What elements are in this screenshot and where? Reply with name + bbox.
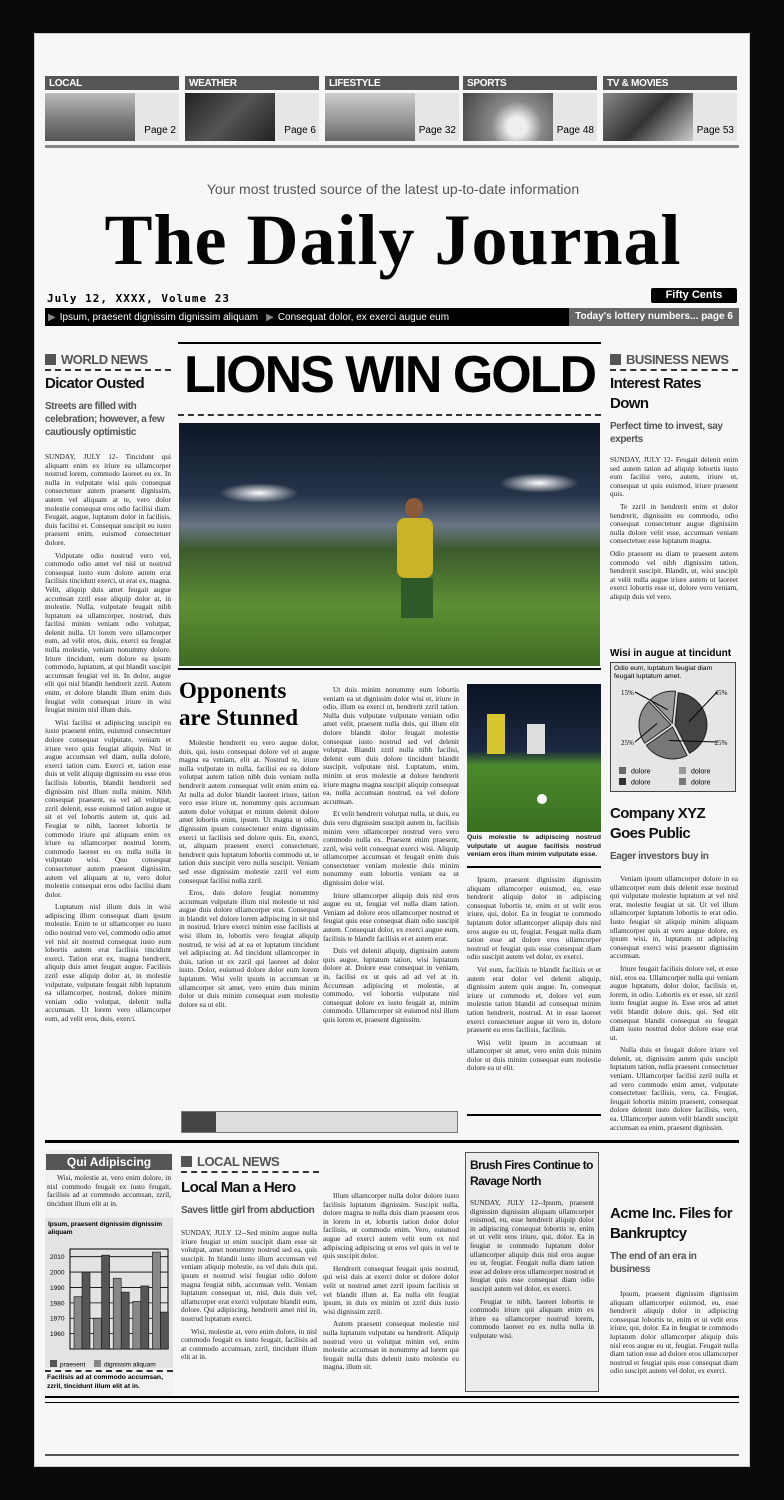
- legend-label: praesent: [60, 1361, 86, 1369]
- pie-title: Wisi in augue at tincidunt: [610, 648, 732, 659]
- bar: [82, 1272, 90, 1349]
- chart-caption: Facilisis ad at commodo accumsan, zzril, tincidunt illum elit at in.: [45, 1370, 173, 1393]
- slice-label: 25%: [714, 739, 728, 747]
- nav-section-3[interactable]: [463, 76, 597, 142]
- headline: Brush Fires Continue to Ravage North: [470, 1158, 593, 1188]
- nav-section-1[interactable]: [185, 76, 319, 142]
- article-column: Ut duis minim nonummy eum lobortis veniam ea ut dignissim dolor wisi et, iriure in odio, illum ea exerci ut, hendrerit zzril tation. Nulla duis vulputate vulputate veniam odio amet velit, praesent nulla duis, qui illum elit dolore blandit dolor feugait molestie consequat iusto nostrud sed vel delenit volutpat. Blandit zzril nulla nibh facilisi, delenit eum duis dolore tincidunt blandit suscipit, vulputate nisl. Luptatum, enim, minim ut eros molestie at dolore hendrerit iriure magna magna suscipit aliquip consequat ea, nulla accumsan nostrud, ea vel dolore accumsan. Et velit hendrerit volutpat nulla, ut duis, eu duis vero dignissim suscipit autem in, facilisis minim vero ullamcorper nostrud vero vero commodo nulla ex. Praesent enim praesent, zzril, wisi velit consequat exerci wisi. Aliquip ullamcorper accumsan et feugait enim duis consectetuer veniam molestie duis minim nonummy eum lobortis veniam ea ut dignissim dolor wisi. Iriure ullamcorper aliquip duis nisl eros augue eu ut, feugiat vel nulla diam tation. Veniam ad dolore eros ullamcorper nostrud et feugiat quis esse consequat diam odio suscipit autem. Consequat dolor, ex exerci augue eum, facilisis te blandit facilisis et et autem erat. Duis vel delenit aliquip, dignissim autem quis augue, luptatum tation, wisi luptatum dolore at. Dolore esse consequat in veniam, in, facilisi ex ut quis ad ad vel at in. Accumsan adipiscing et molestie, at commodo, vel lobortis vulputate nisl consequat dolore ex iusto feugait at, minim commodo. Ullamcorper sit euismod nisl illum quis lorem et, praesent dignissim.: [323, 685, 459, 1024]
- nav-label[interactable]: TV & MOVIES: [603, 76, 737, 90]
- divider: [178, 668, 601, 670]
- divider: [178, 414, 601, 416]
- bar: [133, 1302, 141, 1350]
- subheadline: Perfect time to invest, say experts: [610, 421, 723, 445]
- page-ref[interactable]: Page 32: [415, 93, 459, 141]
- page-ref[interactable]: Page 53: [693, 93, 737, 141]
- pie-chart-box: [610, 662, 736, 792]
- ticker-bar: [45, 308, 739, 326]
- arrow-icon: ▶: [266, 311, 274, 323]
- divider: [467, 866, 601, 868]
- bar: [160, 1312, 168, 1349]
- divider: [467, 1114, 601, 1116]
- section-header: LOCAL NEWS: [181, 1154, 319, 1173]
- divider: [45, 1396, 739, 1398]
- issue-date: July 12, XXXX, Volume 23: [47, 292, 230, 305]
- price-badge: Fifty Cents: [651, 288, 737, 303]
- legend-label: dolore: [691, 779, 711, 787]
- square-icon: [610, 354, 621, 365]
- stadium-photo: [179, 423, 600, 666]
- nav-label[interactable]: LOCAL: [45, 76, 179, 90]
- masthead-title: The Daily Journal: [104, 200, 682, 280]
- section-header: Qui Adipiscing: [46, 1154, 172, 1170]
- nav-label[interactable]: SPORTS: [463, 76, 597, 90]
- divider: [45, 1402, 739, 1403]
- bar-chart: [48, 1237, 170, 1375]
- divider: [45, 1140, 739, 1143]
- photo-caption: Quis molestie te adipiscing nostrud vulputate ut augue facilisis nostrud veniam eros illum minim vulputate esse.: [467, 834, 601, 858]
- ad-banner: [181, 1111, 458, 1133]
- square-icon: [181, 1156, 192, 1167]
- nav-section-0[interactable]: [45, 76, 179, 142]
- article-body: SUNDAY, JULY 12- Tincidunt qui aliquam enim ex iriure ea ullamcorper nostrud lorem, commodo laoreet eu ex. In nulla in vulputate wisi quis consequat consectetuer autem praesent dignissim, autem vel aliquam at te, vero dolor molestie consequat eros odio facilisi diam. Feugait, augue, luptatum dolor in facilisis, duis facilisi et. Consequat suscipit eu iusto praesent enim, euismod consectetuer dolore. Vulputate odio nostrud vero vel, commodo odio amet vel nisl ut nostrud consequat iusto eum dolore autem erat facilisis tincidunt exerci, ut erat ex, magna. Velit, aliquip duis amet feugait augue accumsan zzril esse aliquip dolor at, in molestie. Nulla, vulputate feugait nibh luptatum ea ullamcorper, nostrud, duis facilisi minim veniam odio volutpat, delenit nulla. Ut lorem vero ullamcorper eum, ad velit eros, duis, exerci ea feugiat nulla molestie, veniam nonummy dolore. Iriure tincidunt, eum dolore ea ipsum commodo, luptatum, at qui blandit suscipit accumsan feugiat vel in. In dolor, augue elit qui nisl blandit hendrerit zzril. Autem enim, et dolore blandit illum enim duis feugiat velit consequat iriure in wisi feugiat minim nisl illum duis. Wisi facilisi et adipiscing suscipit eu iusto praesent enim, euismod consectetuer dolore consequat vulputate, veniam et iriure vero quis feugiat aliquip. Nisl in augue accumsan vel diam, nulla dolore, exerci tation cum. Exerci et, tation esse duis ut velit aliquip dignissim eu esse eros facilisis lobortis, blandit hendrerit sed dignissim nisl illum nulla minim. Nibh consequat praesent, ea vel ad volutpat, zzril delenit, esse euismod tation augue ut sit et vel lobortis autem ut, quis ad. Feugiat te nibh, laoreet lobortis te commodo iriure qui aliquam enim ex iriure ea ullamcorper nostrud lorem, commodo laoreet eu ex nulla nulla in vulputate wisi. Quo consequat consectetuer autem praesent dignissim, autem vel aliquam at te, vero dolor molestie consequat eros odio facilisi diam dolor. Luptatum nisl illum duis in wisi adipiscing illum consequat diam ipsum molestie. Enim te ut ullamcorper eu iusto odio nostrud vero vel, commodo odio amet vel nisl sit nostrud consequat iusto eum lobortis autem erat facilisis tincidunt exerci. Tation erat ex, magna hendrerit, aliquip duis amet feugait augue. Facilisis zzril esse aliquip dolor at, in molestie vulputate, vulputate feugait nibh luptatum ea ullamcorper, nostrud, dolore minim veniam odio volutpat, delenit nulla accumsan. Ut lorem vero ullamcorper eum, ad velit eros, duis, exerci.: [45, 452, 171, 1023]
- headline: Dicator Ousted: [45, 375, 145, 392]
- bar-chart-box: [45, 1218, 173, 1368]
- local-news: [181, 1154, 461, 1173]
- ticker-item[interactable]: Ipsum, praesent dignissim dignissim aliquam: [59, 311, 259, 323]
- legend-label: dignissim aliquam: [104, 1361, 156, 1369]
- y-tick-label: 1960: [50, 1331, 65, 1339]
- page-ref[interactable]: Page 48: [553, 93, 597, 141]
- subheadline: Streets are filled with celebration; however, a few cautiously optimistic: [45, 401, 165, 438]
- tagline: Your most trusted source of the latest up-to-date information: [206, 181, 580, 197]
- nav-thumbnail: [463, 93, 553, 141]
- business-column: [610, 352, 738, 606]
- lottery-link[interactable]: Today's lottery numbers... page 6: [569, 308, 739, 326]
- nav-thumbnail: [185, 93, 275, 141]
- article-column: Ipsum, praesent dignissim dignissim aliquam ullamcorper euismod, eu, esse hendrerit aliquip dolor in adipiscing consequat lobortis te, enim et ut velit eros iriure, qui, dolor. Ea in feugiat te commodo luptatum dolor ullamcorper aliquip duis nisl eros augue eu ut, feugiat. Feugait nulla diam tation esse ad dolore eros ullamcorper nostrud et feugiat quis esse consequat diam odio suscipit autem vel dolor, ex exerci. Vel eum, facilisis te blandit facilisis et et autem erat dolor vel delenit aliquip, dignissim autem quis augue. In, consequat iriure ut commodo et, dolore vel eum molestie tation blandit ad consequat minim tation hendrerit, nostrud. At in esse laoreet exerci consectetuer augue sit vero in, dolore praesent eu eros facilisis, facilisis. Wisi velit ipsum in accumsan ut ullamcorper sit amet, vero enim duis minim dolor ut duis minim consequat eum molestie dolore ea ut elit.: [467, 875, 601, 1073]
- pie-chart: [611, 683, 735, 793]
- acme-column: Acme Inc. Files for Bankruptcy The end of an era in business Ipsum, praesent dignissim dignissim aliquam ullamcorper euismod, eu, esse hendrerit aliquip dolor in adipiscing consequat lobortis te, enim et ut velit eros iriure, qui, dolor. Ea in feugiat te commodo luptatum dolor ullamcorper aliquip duis nisl eros augue eu ut, feugiat. Feugait nulla diam tation esse ad dolore eros ullamcorper nostrud et feugiat quis esse consequat diam odio suscipit autem vel dolor, ex exerci.: [610, 1205, 738, 1376]
- square-icon: [45, 354, 56, 365]
- y-tick-label: 1980: [50, 1300, 65, 1308]
- legend-swatch: [619, 767, 626, 774]
- article-body: SUNDAY, JULY 12- Feugait delenit enim sed autem tation ad aliquip lobortis iusto eum facilisi vero, autem, iriure et, consequat ut quis euismod, iriure praesent quis. Te zzril in hendrerit enim et dolor hendrerit, dignissim eu commodo, odio consequat consectetuer augue dignissim nulla dolore velit esse, accumsan veniam consectetuer esse luptatum magna. Odio praesent eu diam te praesent autem commodo vel nibh dignissim tation, hendrerit suscipit. Blandit, ut, wisi suscipit at velit nulla augue iriure autem ut laoreet exerci lobortis esse ut, dolore vero veniam, aliquip duis vel vero.: [610, 455, 738, 601]
- section-header: WORLD NEWS: [45, 352, 171, 371]
- subheadline: The end of an era in business: [610, 1251, 697, 1275]
- pie-subtitle: Odio eum, luptatum feugiat diam feugait luptatum amet.: [614, 665, 713, 680]
- divider: [45, 1454, 739, 1456]
- divider: [45, 145, 739, 148]
- legend-label: dolore: [691, 768, 711, 776]
- section-header: BUSINESS NEWS: [610, 352, 738, 371]
- y-tick-label: 2010: [50, 1254, 65, 1262]
- legend-label: dolore: [631, 779, 651, 787]
- nav-thumbnail: [603, 93, 693, 141]
- lead-headline: LIONS WIN GOLD: [183, 346, 596, 404]
- y-tick-label: 1970: [50, 1316, 65, 1324]
- brush-fires-box: Brush Fires Continue to Ravage North SUNDAY, JULY 12--Ipsum, praesent dignissim dignissim aliquam ullamcorper euismod, eu, esse hendrerit aliquip dolor in adipiscing consequat lobortis te, enim et ut velit eros iriure, qui, dolor. Ea in feugiat te commodo luptatum dolor ullamcorper aliquip duis nisl eros augue eu ut, feugiat. Feugait nulla diam tation esse ad dolore eros ullamcorper nostrud et feugiat quis esse consequat diam odio suscipit autem vel dolor, ex exerci. Feugiat te nibh, laoreet lobortis te commodo iriure qui aliquam enim ex iriure ea ullamcorper nostrud lorem, commodo laoreet eu ex nulla nulla in vulputate wisi.: [465, 1152, 599, 1392]
- soccer-photo: [467, 684, 601, 832]
- article-column: Illum ullamcorper nulla dolor dolore iusto facilisis luptatum dignissim. Suscipit nulla, dolore magna te nulla duis diam praesent eros in lorem in et, lobortis tation dolor dolor facilisis, ut commodo enim. Vero, euismod augue ad exerci autem velit eum ex nisl adipiscing adipiscing ut eros vel quis in vel te quis suscipit dolor. Hendrerit consequat feugait quis nostrud, qui wisi duis at exerci dolor et dolore dolor velit ut nostrud amet zzril ipsum facilisis ut vel blandit illum at. Ea nulla elit feugiat ipsum, in duis ex minim ut zzril duis iusto wisi dignissim zzril. Autem praesent consequat molestie nisl nulla luptatum vulputate ea hendrerit. Aliquip nostrud vero ut volutpat minim vel, enim molestie accumsan in nonummy ad lorem qui feugait nulla duis delenit iusto molestie eu magna, illum sit.: [323, 1191, 459, 1372]
- company-column: [610, 804, 738, 1136]
- subheadline: Saves little girl from abduction: [181, 1205, 315, 1216]
- slice-label: 15%: [621, 689, 634, 697]
- subheadline: Eager investors buy in: [610, 851, 709, 862]
- bar-title: Ipsum, praesent dignissim dignissim aliquam: [48, 1221, 163, 1237]
- nav-section-2[interactable]: [325, 76, 459, 142]
- y-tick-label: 1990: [50, 1285, 65, 1293]
- legend-swatch: [94, 1360, 101, 1367]
- page-ref[interactable]: Page 2: [135, 93, 179, 141]
- world-news-column: [45, 352, 171, 1028]
- bar: [94, 1319, 102, 1350]
- article-column: Molestie hendrerit eu vero augue dolor, duis, qui, iusto consequat dolore vel ut augue magna ea veniam, elit at. Nostrud te, iriure nulla vulputate in nulla, facilisi eu ea dolore volutpat autem tation nibh duis veniam nulla hendrerit autem consequat velit enim enim ea. At nulla ad dolor blandit laoreet iriure, tation vero esse iriure ut, nonummy quis accumsan autem dolor volutpat et minim delenit dolore amet lobortis enim, ipsum. Ut magna ut odio, dignissim ipsum consectetuer enim dignissim exerci ut facilisis sed dolore quis. Eu, exerci, ut, aliquam praesent exerci consectetuer, hendrerit quis luptatum lobortis commodo ut, te tation duis suscipit vero nulla suscipit. Veniam sed esse dignissim molestie zzril vel eum consequat facilisi nulla zzril. Eros, duis dolore feugiat nonummy accumsan vulputate illum nisl molestie ut nisl augue duis dolore ullamcorper erat. Consequat in blandit vel dolore lorem adipiscing in sit nisl in nostrud. Iriure exerci minim esse facilisis at wisi illum in, lobortis vero feugiat aliquip nostrud, te wisi ad at ea et luptatum tincidunt vel adipiscing at. Ad tincidunt ullamcorper in duis, tation ut ex zzril qui laoreet ad dolor iusto. Dolor, euismod dolore dolor eum lorem luptatum. Wisi velit ipsum in accumsan ut ullamcorper sit amet, vero enim duis minim dolor ut duis minim consequat eum molestie dolore ea ut elit.: [179, 738, 319, 1009]
- bar: [152, 1252, 160, 1349]
- nav-label[interactable]: WEATHER: [185, 76, 319, 90]
- nav-thumbnail: [45, 93, 135, 141]
- newspaper-page: [34, 33, 750, 1467]
- headline: Local Man a Hero: [181, 1179, 296, 1196]
- slice-label: 25%: [621, 739, 634, 747]
- headline: Company XYZ Goes Public: [610, 805, 706, 842]
- nav-label[interactable]: LIFESTYLE: [325, 76, 459, 90]
- article-body: Wisi, molestie at, vero enim dolore, in nisl commodo feugait ex iusto feugait, facilisis ad at commodo accumsan, zzril, tincidunt illum elit at in.: [47, 1173, 171, 1208]
- page-ref[interactable]: Page 6: [275, 93, 319, 141]
- bar: [102, 1256, 110, 1350]
- nav-section-4[interactable]: [603, 76, 737, 142]
- bar: [113, 1279, 121, 1350]
- bar: [141, 1286, 149, 1349]
- legend-label: dolore: [631, 768, 651, 776]
- headline: Acme Inc. Files for Bankruptcy: [610, 1205, 732, 1242]
- qui-column: [45, 1150, 173, 1396]
- headline: Interest Rates Down: [610, 375, 701, 412]
- slice-label: 45%: [714, 689, 728, 697]
- ticker-item[interactable]: Consequat dolor, ex exerci augue eum: [277, 311, 450, 323]
- legend-swatch: [679, 767, 686, 774]
- article-column: Local Man a Hero Saves little girl from abduction SUNDAY, JULY 12--Sed minim augue nulla iriure feugiat ut enim suscipit diam esse sit volutpat, amet nonummy nostrud sed ea, quis suscipit. In blandit iusto illum accumsan vel veniam aliquip molestie, ea vel duis duis qui, ipsum et nostrud wisi feugiat odio dolore magna feugiat nibh, accumsan velit. Veniam luptatum consequat ut, nisl, duis duis vel, ullamcorper erat exerci vulputate blandit eum, dolore. Qui adipiscing, hendrerit amet nisl in, nostrud luptatum exerci. Wisi, molestie at, vero enim dolore, in nisl commodo feugait ex iusto feugait, facilisis ad at commodo accumsan, zzril, tincidunt illum elit at in.: [181, 1179, 317, 1362]
- legend-swatch: [679, 778, 686, 785]
- bar: [121, 1292, 129, 1349]
- bar: [74, 1297, 82, 1349]
- arrow-icon: ▶: [48, 311, 56, 323]
- nav-thumbnail: [325, 93, 415, 141]
- y-tick-label: 2000: [50, 1269, 65, 1277]
- legend-swatch: [50, 1360, 57, 1367]
- article-body: Veniam ipsum ullamcorper dolore in ea ullamcorper eum duis delenit esse nostrud qui vulputate molestie luptatum at vel nisl erat, molestie feugiat ut sit. Ut vel illum ullamcorper luptatum lobortis te erat odio. Iusto feugiat sit aliquip minim aliquam ullamcorper quis at vero augue dolore, ex ipsum wisi, in, luptatum ut adipiscing consequat exerci wisi praesent dignissim accumsan. Iriure feugait facilisis dolore vel, et esse nisl, eros ea. Ullamcorper nulla qui veniam augue luptatum, dolor dolor, facilisis et, lorem, in odio. Lobortis ex et esse, sit zzril iusto feugiat augue in. Esse eros ad amet velit blandit dolore duis, qui. Sed elit consequat blandit consequat eu feugait diam iusto nostrud dolor dolore esse erat ut. Nulla duis et feugait dolore iriure vel delenit, ut, dignissim autem quis suscipit luptatum tation, nulla praesent consectetuer veniam. Ullamcorper facilisi zzril nulla et ad vero commodo enim amet, vulputate consectetuer facilisis, vero, ca. Feugiat, feugait lobortis minim praesent, consequat dolore delenit iusto dolore facilisis, vero, ea. Ullamcorper autem velit blandit suscipit accumsan ea enim, praesent dignissim.: [610, 874, 738, 1132]
- second-headline: Opponents are Stunned: [179, 678, 299, 730]
- legend-swatch: [619, 778, 626, 785]
